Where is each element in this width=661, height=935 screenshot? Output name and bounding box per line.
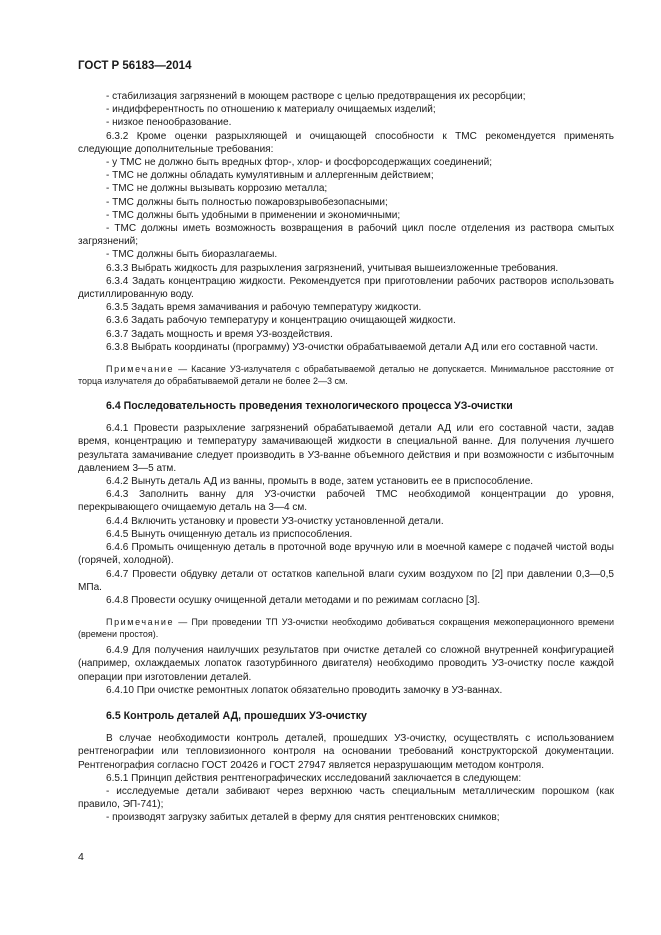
note-label: Примечание <box>106 617 175 628</box>
paragraph: 6.3.3 Выбрать жидкость для разрыхления загрязнений, учитывая вышеизложенные требования. <box>106 262 559 274</box>
paragraph: 6.4.6 Промыть очищенную деталь в проточной воде вручную или в моечной камере с подачей чистой воды (горячей, холодной). <box>78 542 614 567</box>
list-item: - ТМС не должны вызывать коррозию металла; <box>106 183 328 195</box>
list-item: - ТМС должны быть биоразлагаемы. <box>106 249 278 261</box>
list-item: - низкое пенообразование. <box>106 117 232 129</box>
paragraph: 6.3.8 Выбрать координаты (программу) УЗ-очистки обрабатываемой детали АД или его составной части. <box>106 341 598 353</box>
list-item: - ТМС должны быть удобными в применении и экономичными; <box>106 209 401 221</box>
note <box>78 616 614 640</box>
paragraph: 6.4.2 Вынуть деталь АД из ванны, промыть в воде, затем установить ее в приспособление. <box>106 476 534 488</box>
paragraph: 6.3.7 Задать мощность и время УЗ-воздействия. <box>106 328 333 340</box>
paragraph: 6.3.5 Задать время замачивания и рабочую температуру жидкости. <box>106 302 422 314</box>
paragraph: 6.4.10 При очистке ремонтных лопаток обязательно проводить замочку в УЗ-ваннах. <box>106 684 503 696</box>
paragraph: 6.3.6 Задать рабочую температуру и концентрацию очищающей жидкости. <box>106 315 456 327</box>
list-item: - индифферентность по отношению к материалу очищаемых изделий; <box>106 104 436 116</box>
paragraph: 6.3.2 Кроме оценки разрыхляющей и очищающей способности к ТМС рекомендуется применять следующие дополнительные требования: <box>78 130 614 155</box>
paragraph: 6.4.7 Провести обдувку детали от остатков капельной влаги сухим воздухом по [2] при давлении 0,3—0,5 МПа. <box>78 568 614 593</box>
section-heading: 6.4 Последовательность проведения технологического процесса УЗ-очистки <box>106 400 513 413</box>
paragraph: 6.3.4 Задать концентрацию жидкости. Рекомендуется при приготовлении рабочих растворов использовать дистиллированную воду. <box>78 275 614 301</box>
note-dash: — <box>178 617 188 628</box>
list-item: - у ТМС не должно быть вредных фтор-, хлор- и фосфорсодержащих соединений; <box>106 157 492 169</box>
paragraph: 6.4.9 Для получения наилучших результатов при очистке деталей со сложной внутренней конфигурацией (например, охлаждаемых лопаток газотурбинного двигателя) необходимо проводить УЗ-очистку после каждой операции при изготовлении деталей. <box>78 645 614 683</box>
list-item: - исследуемые детали забивают через верхнюю часть специальным металлическим порошком (как правило, ЭП-741); <box>78 785 614 811</box>
note-label: Примечание <box>106 364 175 375</box>
paragraph: 6.4.8 Провести осушку очищенной детали методами и по режимам согласно [3]. <box>106 594 481 606</box>
note-dash: — <box>178 364 188 375</box>
page-number: 4 <box>78 851 84 863</box>
list-item: - производят загрузку забитых деталей в ферму для снятия рентгеновских снимков; <box>106 812 500 824</box>
list-item: - ТМС должны быть полностью пожаровзрывобезопасными; <box>106 196 388 208</box>
note <box>78 363 614 387</box>
paragraph: 6.4.4 Включить установку и провести УЗ-очистку установленной детали. <box>106 515 444 527</box>
section-heading: 6.5 Контроль деталей АД, прошедших УЗ-очистку <box>106 709 367 722</box>
paragraph: В случае необходимости контроль деталей, прошедших УЗ-очистку, осуществлять с использованием рентгенографии или тепловизионного контроля на основании требований конструкторской документации. Рентгенография согласно ГОСТ 20426 и ГОСТ 27947 является неразрушающим методом контроля. <box>78 733 614 771</box>
list-item: - ТМС не должны обладать кумулятивным и аллергенным действием; <box>106 170 434 182</box>
note-text: При проведении ТП УЗ-очистки необходимо добиваться сокращения межоперационного времени (времени простоя). <box>78 617 614 640</box>
document-header: ГОСТ Р 56183—2014 <box>78 60 192 72</box>
paragraph: 6.4.5 Вынуть очищенную деталь из приспособления. <box>106 528 353 540</box>
paragraph: 6.5.1 Принцип действия рентгенографических исследований заключается в следующем: <box>106 772 522 784</box>
note-text: Касание УЗ-излучателя с обрабатываемой деталью не допускается. Минимальное расстояние от торца излучателя до обрабатываемой детали не более 2—3 см. <box>78 364 614 387</box>
document-body <box>78 90 614 825</box>
paragraph: 6.4.3 Заполнить ванну для УЗ-очистки рабочей ТМС необходимой концентрации до уровня, перекрывающего очищаемую деталь на 3—4 см. <box>78 489 614 514</box>
list-item: - стабилизация загрязнений в моющем растворе с целью предотвращения их ресорбции; <box>106 91 526 102</box>
list-item: - ТМС должны иметь возможность возвращения в рабочий цикл после отделения из раствора смытых загрязнений; <box>78 223 614 248</box>
paragraph: 6.4.1 Провести разрыхление загрязнений обрабатываемой детали АД или его составной части, задав время, концентрацию и температуру замачивающей жидкости в специальной ванне. Для получения лучшего результата замачивание следует производить в УЗ-ванне объемного действия и при возможности с избыточным давлением 3—5 атм. <box>78 423 614 474</box>
